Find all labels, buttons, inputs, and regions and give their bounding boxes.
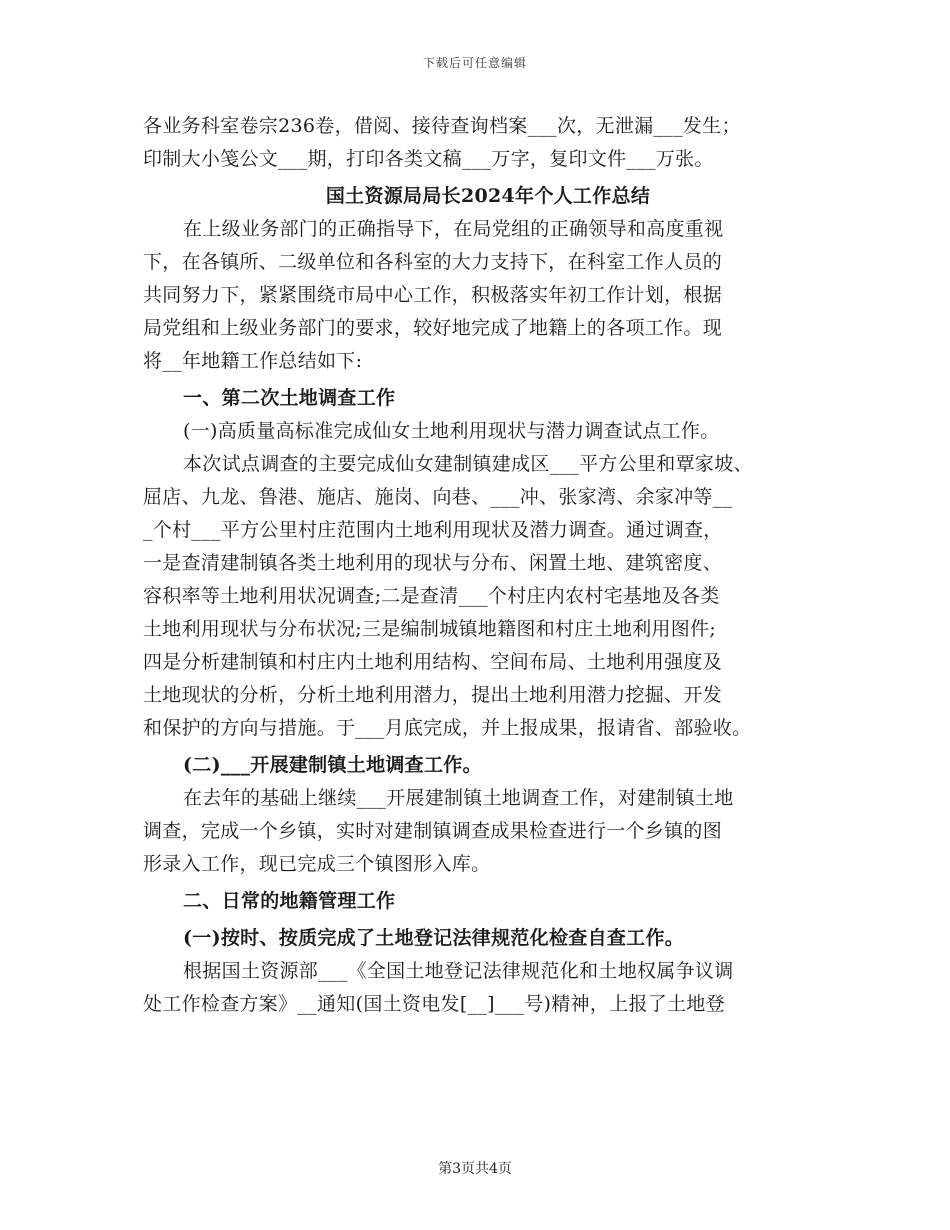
body-line: 根据国土资源部___《全国土地登记法律规范化和土地权属争议调: [183, 960, 734, 982]
body-line: 在去年的基础上继续___开展建制镇土地调查工作，对建制镇土地: [183, 787, 734, 809]
subsection-heading: (一)高质量高标准完成仙女土地利用现状与潜力调查试点工作。: [183, 420, 720, 442]
body-line: 在上级业务部门的正确指导下，在局党组的正确领导和高度重视: [183, 218, 724, 240]
page-header-note: 下载后可任意编辑: [422, 56, 527, 70]
subsection-heading: (一)按时、按质完成了土地登记法律规范化检查自查工作。: [183, 927, 685, 949]
body-line: _个村___平方公里村庄范围内土地利用现状及潜力调查。通过调查，: [143, 519, 723, 541]
section-heading: 二、日常的地籍管理工作: [183, 890, 396, 912]
body-line: 印制大小笺公文___期，打印各类文稿___万字，复印文件___万张。: [143, 148, 714, 170]
body-line: 土地现状的分析，分析土地利用潜力，提出土地利用潜力挖掘、开发: [143, 684, 723, 706]
body-line: 形录入工作，现已完成三个镇图形入库。: [143, 853, 491, 875]
body-line: 各业务科室卷宗236卷，借阅、接待查询档案___次，无泄漏___发生；: [143, 115, 741, 137]
document-title: 国土资源局局长2024年个人工作总结: [325, 185, 651, 207]
body-line: 一是查清建制镇各类土地利用的现状与分布、闲置土地、建筑密度、: [143, 552, 723, 574]
body-line: 下，在各镇所、二级单位和各科室的大力支持下，在科室工作人员的: [143, 251, 723, 273]
section-heading: 一、第二次土地调查工作: [183, 387, 396, 409]
body-line: 共同努力下，紧紧围绕市局中心工作，积极落实年初工作计划，根据: [143, 284, 723, 306]
document-body: [143, 110, 813, 1021]
body-line: 局党组和上级业务部门的要求，较好地完成了地籍上的各项工作。现: [143, 317, 723, 339]
body-line: 和保护的方向与措施。于___月底完成，并上报成果，报请省、部验收。: [143, 717, 752, 739]
body-line: 处工作检查方案》__通知(国土资电发[__]___号)精神，上报了土地登: [143, 993, 725, 1015]
body-line: 四是分析建制镇和村庄内土地利用结构、空间布局、土地利用强度及: [143, 651, 723, 673]
body-line: 本次试点调查的主要完成仙女建制镇建成区___平方公里和覃家坡、: [183, 453, 753, 475]
subsection-heading: (二)___开展建制镇土地调查工作。: [183, 754, 482, 776]
body-line: 容积率等土地利用状况调查;二是查清___个村庄内农村宅基地及各类: [143, 585, 720, 607]
body-line: 调查，完成一个乡镇，实时对建制镇调查成果检查进行一个乡镇的图: [143, 820, 723, 842]
body-line: 土地利用现状与分布状况;三是编制城镇地籍图和村庄土地利用图件;: [143, 618, 717, 640]
body-line: 将__年地籍工作总结如下:: [143, 350, 363, 372]
body-line: 屈店、九龙、鲁港、施店、施岗、向巷、___冲、张家湾、余家冲等__: [143, 486, 733, 508]
page-number-footer: 第3页共4页: [438, 1161, 512, 1177]
